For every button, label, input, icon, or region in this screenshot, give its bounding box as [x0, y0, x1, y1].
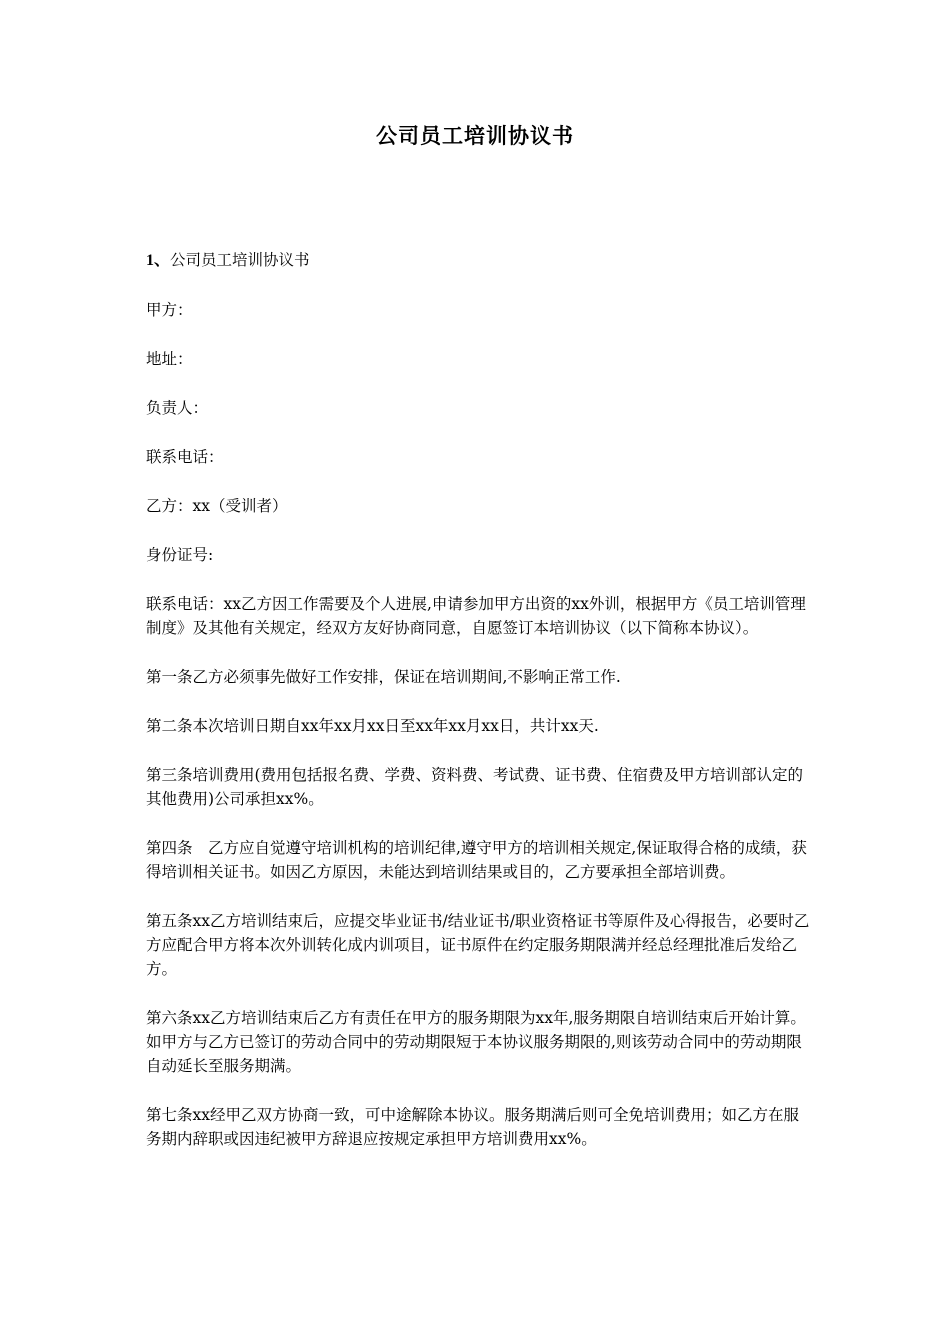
article-6: 第六条xx乙方培训结束后乙方有责任在甲方的服务期限为xx年,服务期限自培训结束后开始计算。如甲方与乙方已签订的劳动合同中的劳动期限短于本协议服务期限的,则该劳动合同中的劳动期限自动延长至服务期满。: [146, 1009, 806, 1075]
responsible-person-line: 负责人：: [146, 399, 209, 417]
section-title: 公司员工培训协议书: [170, 251, 310, 269]
id-number-line: 身份证号:: [146, 546, 214, 564]
section-number: 1、: [146, 252, 171, 269]
contact-phone-line: 联系电话：: [146, 448, 224, 466]
article-3: 第三条培训费用(费用包括报名费、学费、资料费、考试费、证书费、住宿费及甲方培训部认定的其他费用)公司承担xx%。: [146, 766, 804, 808]
article-5: 第五条xx乙方培训结束后，应提交毕业证书/结业证书/职业资格证书等原件及心得报告，必要时乙方应配合甲方将本次外训转化成内训项目，证书原件在约定服务期限满并经总经理批准后发给乙方。: [146, 912, 810, 978]
article-7: 第七条xx经甲乙双方协商一致，可中途解除本协议。服务期满后则可全免培训费用；如乙方在服务期内辞职或因违纪被甲方辞退应按规定承担甲方培训费用xx%。: [146, 1106, 799, 1148]
party-b-line: 乙方：xx（受训者）: [146, 497, 288, 515]
article-4: 第四条 乙方应自觉遵守培训机构的培训纪律,遵守甲方的培训相关规定,保证取得合格的成绩，获得培训相关证书。如因乙方原因，未能达到培训结果或目的，乙方要承担全部培训费。: [146, 839, 807, 881]
article-2: 第二条本次培训日期自xx年xx月xx日至xx年xx月xx日，共计xx天.: [146, 717, 599, 735]
article-1: 第一条乙方必须事先做好工作安排，保证在培训期间,不影响正常工作.: [146, 668, 621, 686]
preamble-paragraph: 联系电话：xx乙方因工作需要及个人进展,申请参加甲方出资的xx外训，根据甲方《员工培训管理制度》及其他有关规定，经双方友好协商同意，自愿签订本培训协议（以下简称本协议）。: [146, 595, 806, 637]
address-line: 地址：: [146, 350, 193, 368]
document-body: [146, 248, 810, 1176]
document-title: 公司员工培训协议书: [376, 123, 574, 148]
section-heading: [146, 248, 810, 273]
party-a-line: 甲方：: [146, 301, 193, 319]
